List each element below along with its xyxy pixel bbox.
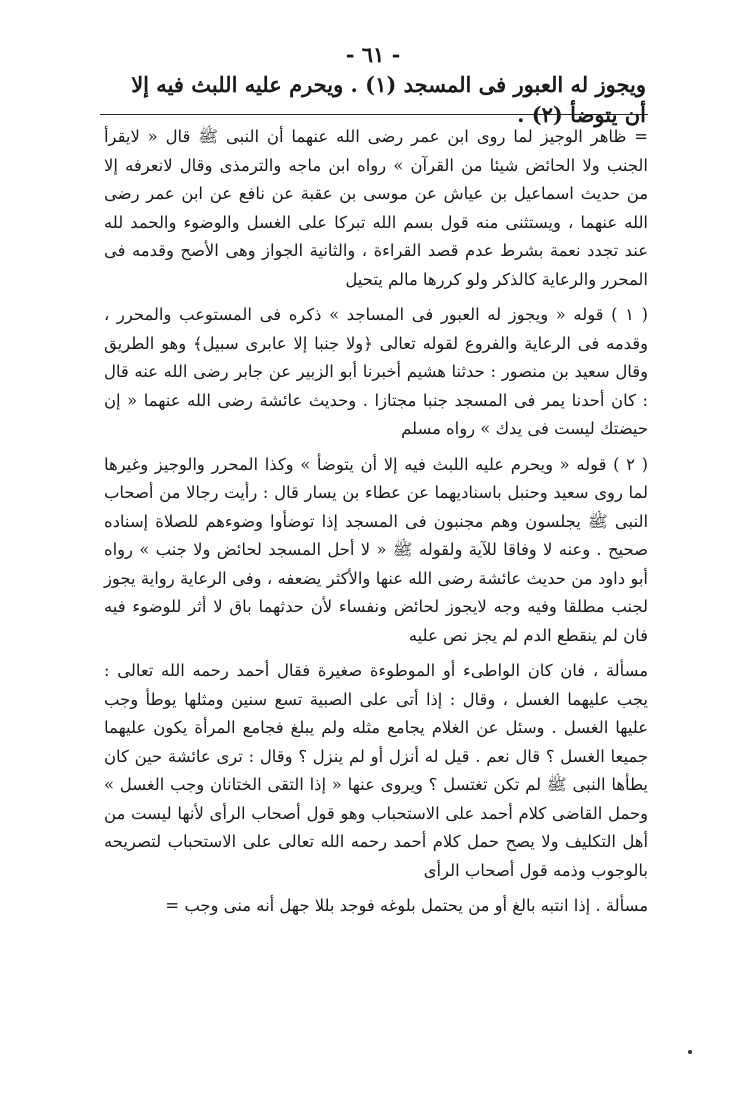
footnote-1: ( ١ ) قوله « ويجوز له العبور فى المساجد » ذكره فى المستوعب والمحرر ، وقدمه فى الرعاية والفروع لقوله تعالى ﴿ولا جنبا إلا عابرى سبيل﴾ وهو الطريق وقال سعيد بن منصور : حدثنا هشيم أخبرنا أبو الزبير عن جابر رضى الله عنه قال : كان أحدنا يمر فى المسجد جنبا مجتازا . وحديث عائشة رضى الله عنهما « إن حيضتك ليست فى يدك » رواه مسلم <box>104 305 648 438</box>
page-number: - ٦١ - <box>345 42 401 67</box>
masala-paragraph-1: مسألة ، فان كان الواطىء أو الموطوءة صغيرة فقال أحمد رحمه الله تعالى : يجب عليهما الغسل ، وقال : إذا أتى على الصبية تسع سنين ومثلها يوطأ وجب عليها الغسل . وسئل عن الغلام يجامع مثله ولم يبلغ فجامع المرأة يكون عليهما جميعا الغسل ؟ قال نعم . قيل له أنزل أو لم ينزل ؟ وقال : ترى عائشة حين كان يطأها النبى ﷺ لم تكن تغتسل ؟ ويروى عنها « إذا التقى الختانان وجب الغسل » وحمل القاضى كلام أحمد على الاستحباب وهو قول أصحاب الرأى لأنها ليست من أهل التكليف ولا يصح حمل كلام أحمد رحمه الله تعالى على الاستحباب لتصريحه بالوجوب وذمه قول أصحاب الرأى <box>104 661 648 880</box>
footnote-divider <box>100 114 648 115</box>
ink-dot <box>688 1050 692 1054</box>
masala-paragraph-2: مسألة . إذا انتبه بالغ أو من يحتمل بلوغه فوجد بللا جهل أنه منى وجب = <box>165 896 648 915</box>
footnote-2: ( ٢ ) قوله « ويحرم عليه اللبث فيه إلا أن يتوضأ » وكذا المحرر والوجيز وغيرها لما روى سعيد وحنبل باسناديهما عن عطاء بن يسار قال : رأيت رجالا من أصحاب النبى ﷺ يجلسون وهم مجنبون فى المسجد إذا توضأوا وضوءهم للصلاة إسناده صحيح . وعنه لا وفاقا للآية ولقوله ﷺ « لا أحل المسجد لحائض ولا جنب » رواه أبو داود من حديث عائشة رضى الله عنها والأكثر يضعفه ، وفى الرعاية رواية يجوز لجنب مطلقا وفيه وجه لايجوز لحائض ونفساء لأن حدثهما باق لا أثر للوضوء فيه فان لم ينقطع الدم لم يجز نص عليه <box>104 454 648 645</box>
main-text-line: ويجوز له العبور فى المسجد (١) . ويحرم عليه اللبث فيه إلا أن يتوضأ (٢) . <box>131 72 646 127</box>
footnotes <box>104 123 648 928</box>
footnote-continuation: = ظاهر الوجيز لما روى ابن عمر رضى الله عنهما أن النبى ﷺ قال « لايقرأ الجنب ولا الحائض شيئا من القرآن » رواه ابن ماجه والترمذى وقال لانعرفه إلا من حديث اسماعيل بن عياش عن موسى بن عقبة عن نافع عن ابن عمر رضى الله عنهما ، ويستثنى منه قول بسم الله تبركا على الغسل والوضوء والحمد لله عند تجدد نعمة بشرط عدم قصد القراءة ، والثانية الجواز وهى الأصح وقدمه فى المحرر والرعاية كالذكر ولو كررها مالم يتحيل <box>104 127 648 289</box>
